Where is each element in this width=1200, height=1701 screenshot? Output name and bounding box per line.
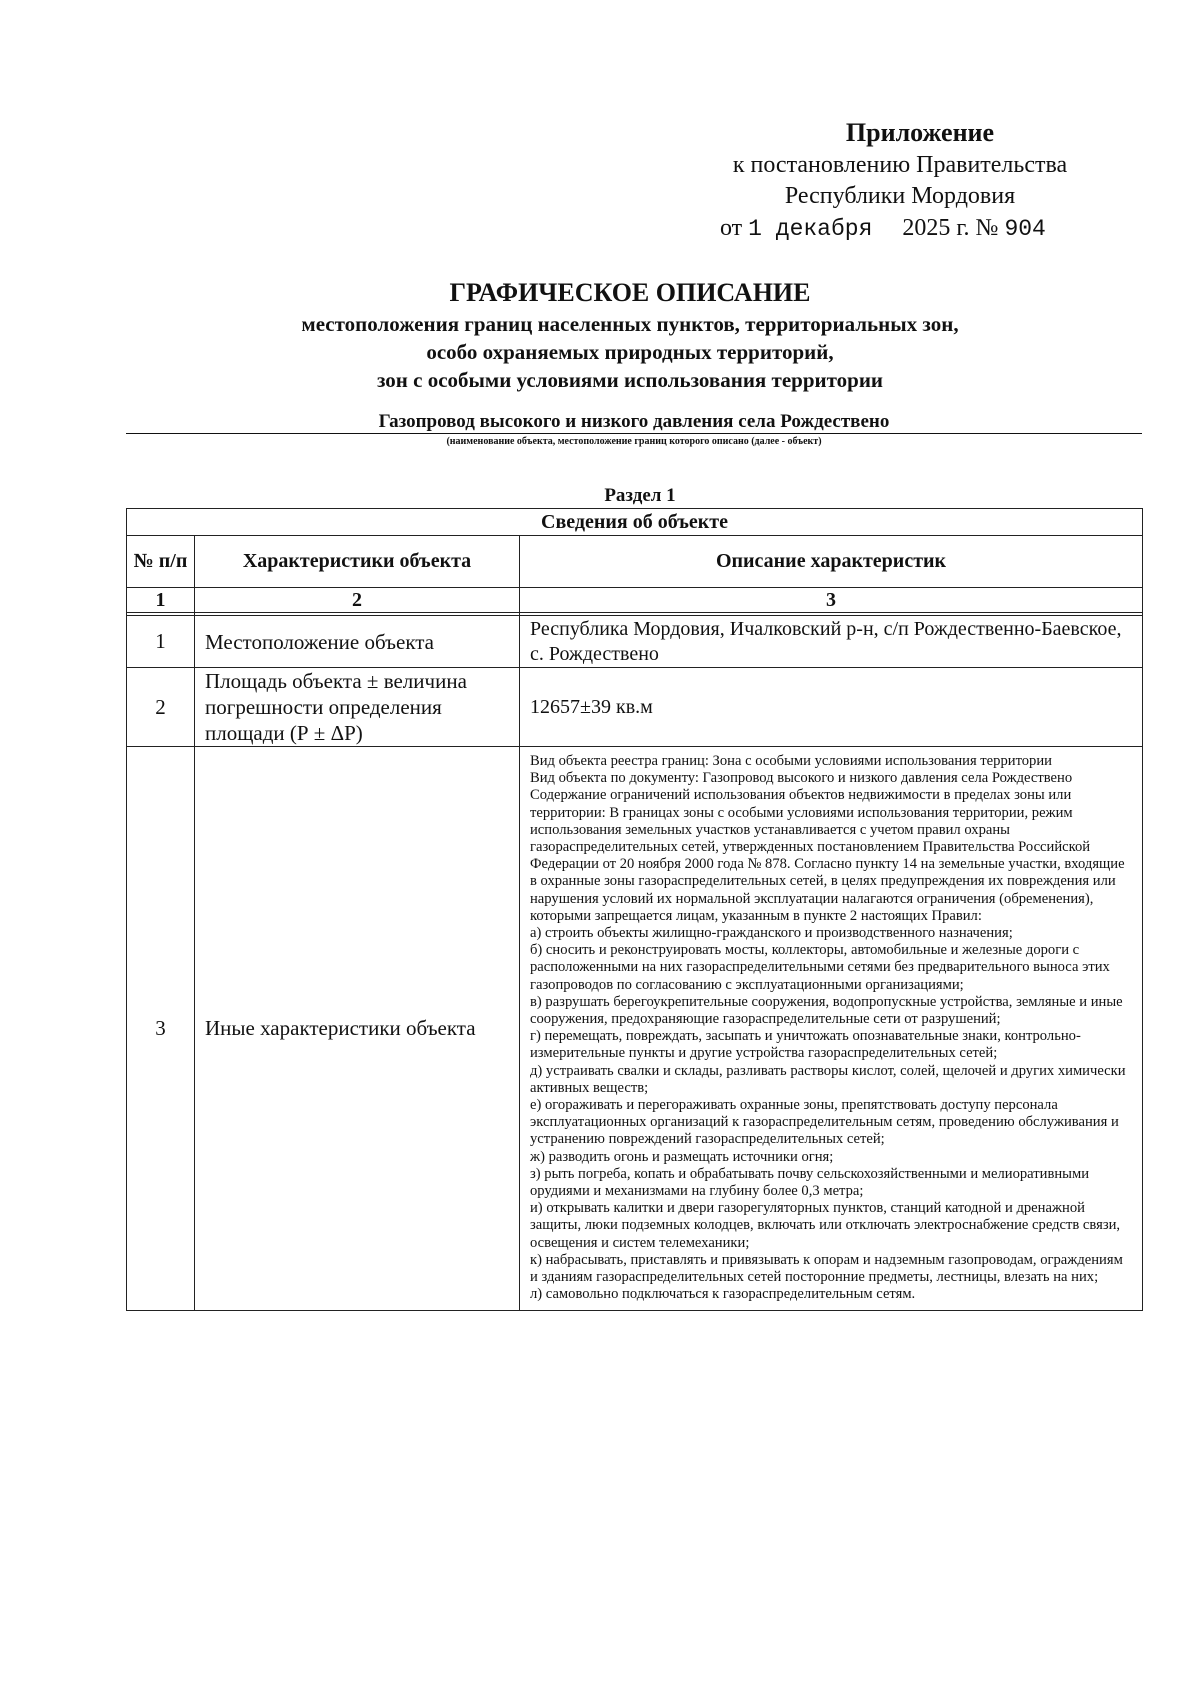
description-paragraph: г) перемещать, повреждать, засыпать и уничтожать опознавательные знаки, контрольно-измерительные пункты и другие устройства газораспределительных сетей; xyxy=(530,1028,1081,1062)
object-info-table xyxy=(126,508,1143,1311)
document-heading xyxy=(0,276,1200,394)
description-paragraph: Вид объекта реестра границ: Зона с особыми условиями использования территории xyxy=(530,753,1052,769)
document-subtitle-line: зон с особыми условиями использования территории xyxy=(376,368,884,392)
table-header-number-row xyxy=(127,588,1143,613)
header-number-cell: 2 xyxy=(195,588,520,613)
document-title: ГРАФИЧЕСКОЕ ОПИСАНИЕ xyxy=(449,278,811,307)
row-description: Республика Мордовия, Ичалковский р-н, с/п Рождественно-Баевское, с. Рождествено xyxy=(520,616,1143,668)
object-caption: (наименование объекта, местоположение границ которого описано (далее - объект) xyxy=(446,436,822,447)
section-label: Раздел 1 xyxy=(604,485,676,506)
row-number: 2 xyxy=(127,668,195,747)
row-characteristic: Местоположение объекта xyxy=(195,616,520,668)
date-prefix: от xyxy=(720,215,743,241)
row-description: 12657±39 кв.м xyxy=(520,668,1143,747)
appendix-date xyxy=(720,212,1110,245)
description-paragraph: к) набрасывать, приставлять и привязывать к опорам и надземным газопроводам, ограждениям и зданиям газораспределительных сетей посторонние предметы, лестницы, влезать на них; xyxy=(530,1251,1123,1286)
row-number: 1 xyxy=(127,616,195,668)
row-characteristic: Площадь объекта ± величина погрешности определения площади (Р ± ΔР) xyxy=(195,668,520,747)
row-number: 3 xyxy=(127,747,195,1311)
object-name-underline xyxy=(126,433,1142,434)
header-cell-number: № п/п xyxy=(127,536,195,588)
row-characteristic: Иные характеристики объекта xyxy=(195,747,520,1311)
table-title-row xyxy=(127,509,1143,536)
description-paragraph: Вид объекта по документу: Газопровод высокого и низкого давления села Рождествено xyxy=(530,770,1073,787)
document-subtitle-line: особо охраняемых природных территорий, xyxy=(426,340,834,364)
description-paragraph: д) устраивать свалки и склады, разливать растворы кислот, солей, щелочей и других химически активных веществ; xyxy=(530,1062,1126,1096)
description-paragraph: л) самовольно подключаться к газораспределительным сетям. xyxy=(530,1286,916,1303)
appendix-block xyxy=(690,116,1110,245)
header-number-cell: 1 xyxy=(127,588,195,613)
header-cell-characteristic: Характеристики объекта xyxy=(195,536,520,588)
description-paragraph: б) сносить и реконструировать мосты, коллекторы, автомобильные и железные дороги с расположенными на них газораспределительными сетями без предварительного выноса этих газопроводов по согласованию с эксплуатационными организациями; xyxy=(530,942,1110,993)
header-number-cell: 3 xyxy=(520,588,1143,613)
header-cell-description: Описание характеристик xyxy=(520,536,1143,588)
document-subtitle-line: местоположения границ населенных пунктов, территориальных зон, xyxy=(301,312,959,336)
description-paragraph: Содержание ограничений использования объектов недвижимости в пределах зоны или территории: В границах зоны с особыми условиями использования территории, режим использования земельных участков устанавливается с учетом правил охраны газораспределительных сетей, утвержденных постановлением Правительства Российской Федерации от 20 ноября 2000 года № 878. Согласно пункту 14 на земельные участки, входящие в охранные зоны газораспределительных сетей, в целях предупреждения их повреждения или нарушения условий их нормальной эксплуатации налагаются ограничения (обременения), которыми запрещается лицам, указанным в пункте 2 настоящих Правил: xyxy=(530,787,1125,924)
table-row xyxy=(127,668,1143,747)
description-paragraph: ж) разводить огонь и размещать источники огня; xyxy=(530,1148,834,1165)
row-description-long xyxy=(520,747,1143,1311)
decree-number: 904 xyxy=(1004,216,1046,242)
description-paragraph: в) разрушать берегоукрепительные сооружения, водопропускные устройства, земляные и иные сооружения, предохраняющие газораспределительные сети от разрушений; xyxy=(530,993,1123,1028)
table-header-row xyxy=(127,536,1143,588)
date-handwritten: 1 декабря xyxy=(748,216,873,242)
appendix-title: Приложение xyxy=(845,118,995,147)
description-paragraph: и) открывать калитки и двери газорегуляторных пунктов, станций катодной и дренажной защиты, люки подземных колодцев, включать или отключать электроснабжение средств связи, освещения и систем телемеханики; xyxy=(530,1200,1121,1251)
table-row xyxy=(127,747,1143,1311)
appendix-line-1: к постановлению Правительства xyxy=(732,152,1068,178)
appendix-line-2: Республики Мордовия xyxy=(784,183,1016,209)
table-row xyxy=(127,616,1143,668)
date-year: 2025 г. № xyxy=(902,215,999,241)
description-paragraph: з) рыть погреба, копать и обрабатывать почву сельскохозяйственными и мелиоративными орудиями и механизмами на глубину более 0,3 метра; xyxy=(530,1165,1090,1200)
table-title: Сведения об объекте xyxy=(127,509,1143,536)
description-paragraph: е) огораживать и перегораживать охранные зоны, препятствовать доступу персонала эксплуатационных организаций к газораспределительным сетям, проведению обслуживания и устранению повреждений газораспределительных сетей; xyxy=(530,1097,1119,1148)
description-paragraph: а) строить объекты жилищно-гражданского и производственного назначения; xyxy=(530,925,1013,942)
object-name: Газопровод высокого и низкого давления села Рождествено xyxy=(378,411,890,432)
